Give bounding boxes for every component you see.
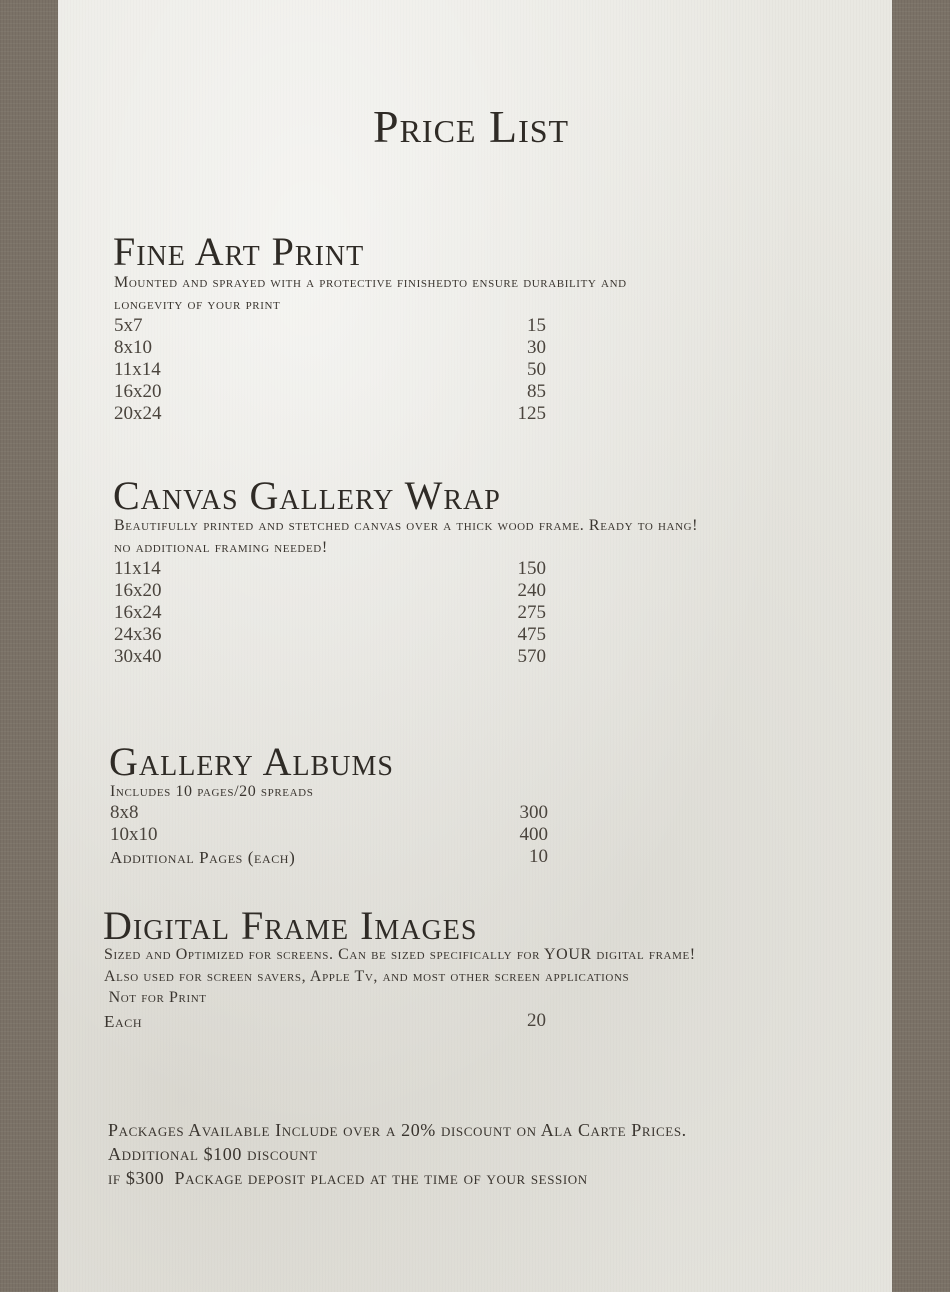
price-item-value: 30 bbox=[527, 337, 546, 358]
price-item-value: 125 bbox=[517, 403, 546, 424]
price-item-label: 8x10 bbox=[114, 337, 152, 358]
section-heading-gallery-albums: Gallery Albums bbox=[109, 739, 394, 784]
price-item-value: 10 bbox=[529, 846, 548, 867]
section-description-line: Not for Print bbox=[104, 989, 207, 1006]
page-title: Price List bbox=[373, 101, 570, 152]
section-description-line: longevity of your print bbox=[114, 296, 281, 313]
section-heading-fine-art-print: Fine Art Print bbox=[113, 229, 365, 274]
price-item-value: 570 bbox=[517, 646, 546, 667]
price-item-value: 15 bbox=[527, 315, 546, 336]
footer-note-line: Additional $100 discount bbox=[108, 1144, 318, 1164]
section-description-line: no additional framing needed! bbox=[114, 539, 328, 556]
price-item-label: 20x24 bbox=[114, 403, 162, 424]
price-item-label: 11x14 bbox=[114, 359, 161, 380]
section-description-line: Mounted and sprayed with a protective finishedto ensure durability and bbox=[114, 274, 627, 291]
section-description-line: Also used for screen savers, Apple Tv, and most other screen applications bbox=[104, 968, 630, 985]
price-item-value: 50 bbox=[527, 359, 546, 380]
price-item-label: 16x24 bbox=[114, 602, 162, 623]
left-border bbox=[0, 0, 58, 1292]
price-item-value: 85 bbox=[527, 381, 546, 402]
section-description-line: Beautifully printed and stetched canvas over a thick wood frame. Ready to hang! bbox=[114, 517, 699, 534]
price-item-value: 400 bbox=[519, 824, 548, 845]
price-item-label: 30x40 bbox=[114, 646, 162, 667]
price-item-label: 16x20 bbox=[114, 580, 162, 601]
price-item-value: 150 bbox=[517, 558, 546, 579]
section-heading-canvas-gallery-wrap: Canvas Gallery Wrap bbox=[113, 473, 501, 518]
price-item-label: 16x20 bbox=[114, 381, 162, 402]
price-item-value: 475 bbox=[517, 624, 546, 645]
section-heading-digital-frame-images: Digital Frame Images bbox=[103, 903, 478, 948]
section-description-line: Sized and Optimized for screens. Can be sized specifically for YOUR digital frame! bbox=[104, 946, 696, 963]
price-item-label: Additional Pages (each) bbox=[110, 848, 296, 867]
section-description-line: Includes 10 pages/20 spreads bbox=[110, 783, 314, 800]
price-item-label: 11x14 bbox=[114, 558, 161, 579]
price-item-value: 20 bbox=[527, 1010, 546, 1031]
price-item-value: 275 bbox=[517, 602, 546, 623]
footer-note-line: Packages Available Include over a 20% discount on Ala Carte Prices. bbox=[108, 1120, 687, 1140]
footer-note-line: if $300 Package deposit placed at the time of your session bbox=[108, 1168, 588, 1188]
price-item-label: 8x8 bbox=[110, 802, 139, 823]
price-item-value: 300 bbox=[519, 802, 548, 823]
price-item-label: 24x36 bbox=[114, 624, 162, 645]
price-sheet bbox=[58, 0, 892, 1292]
price-item-label: 5x7 bbox=[114, 315, 143, 336]
price-item-label: Each bbox=[104, 1012, 143, 1031]
price-item-label: 10x10 bbox=[110, 824, 158, 845]
price-item-value: 240 bbox=[517, 580, 546, 601]
right-border bbox=[892, 0, 950, 1292]
